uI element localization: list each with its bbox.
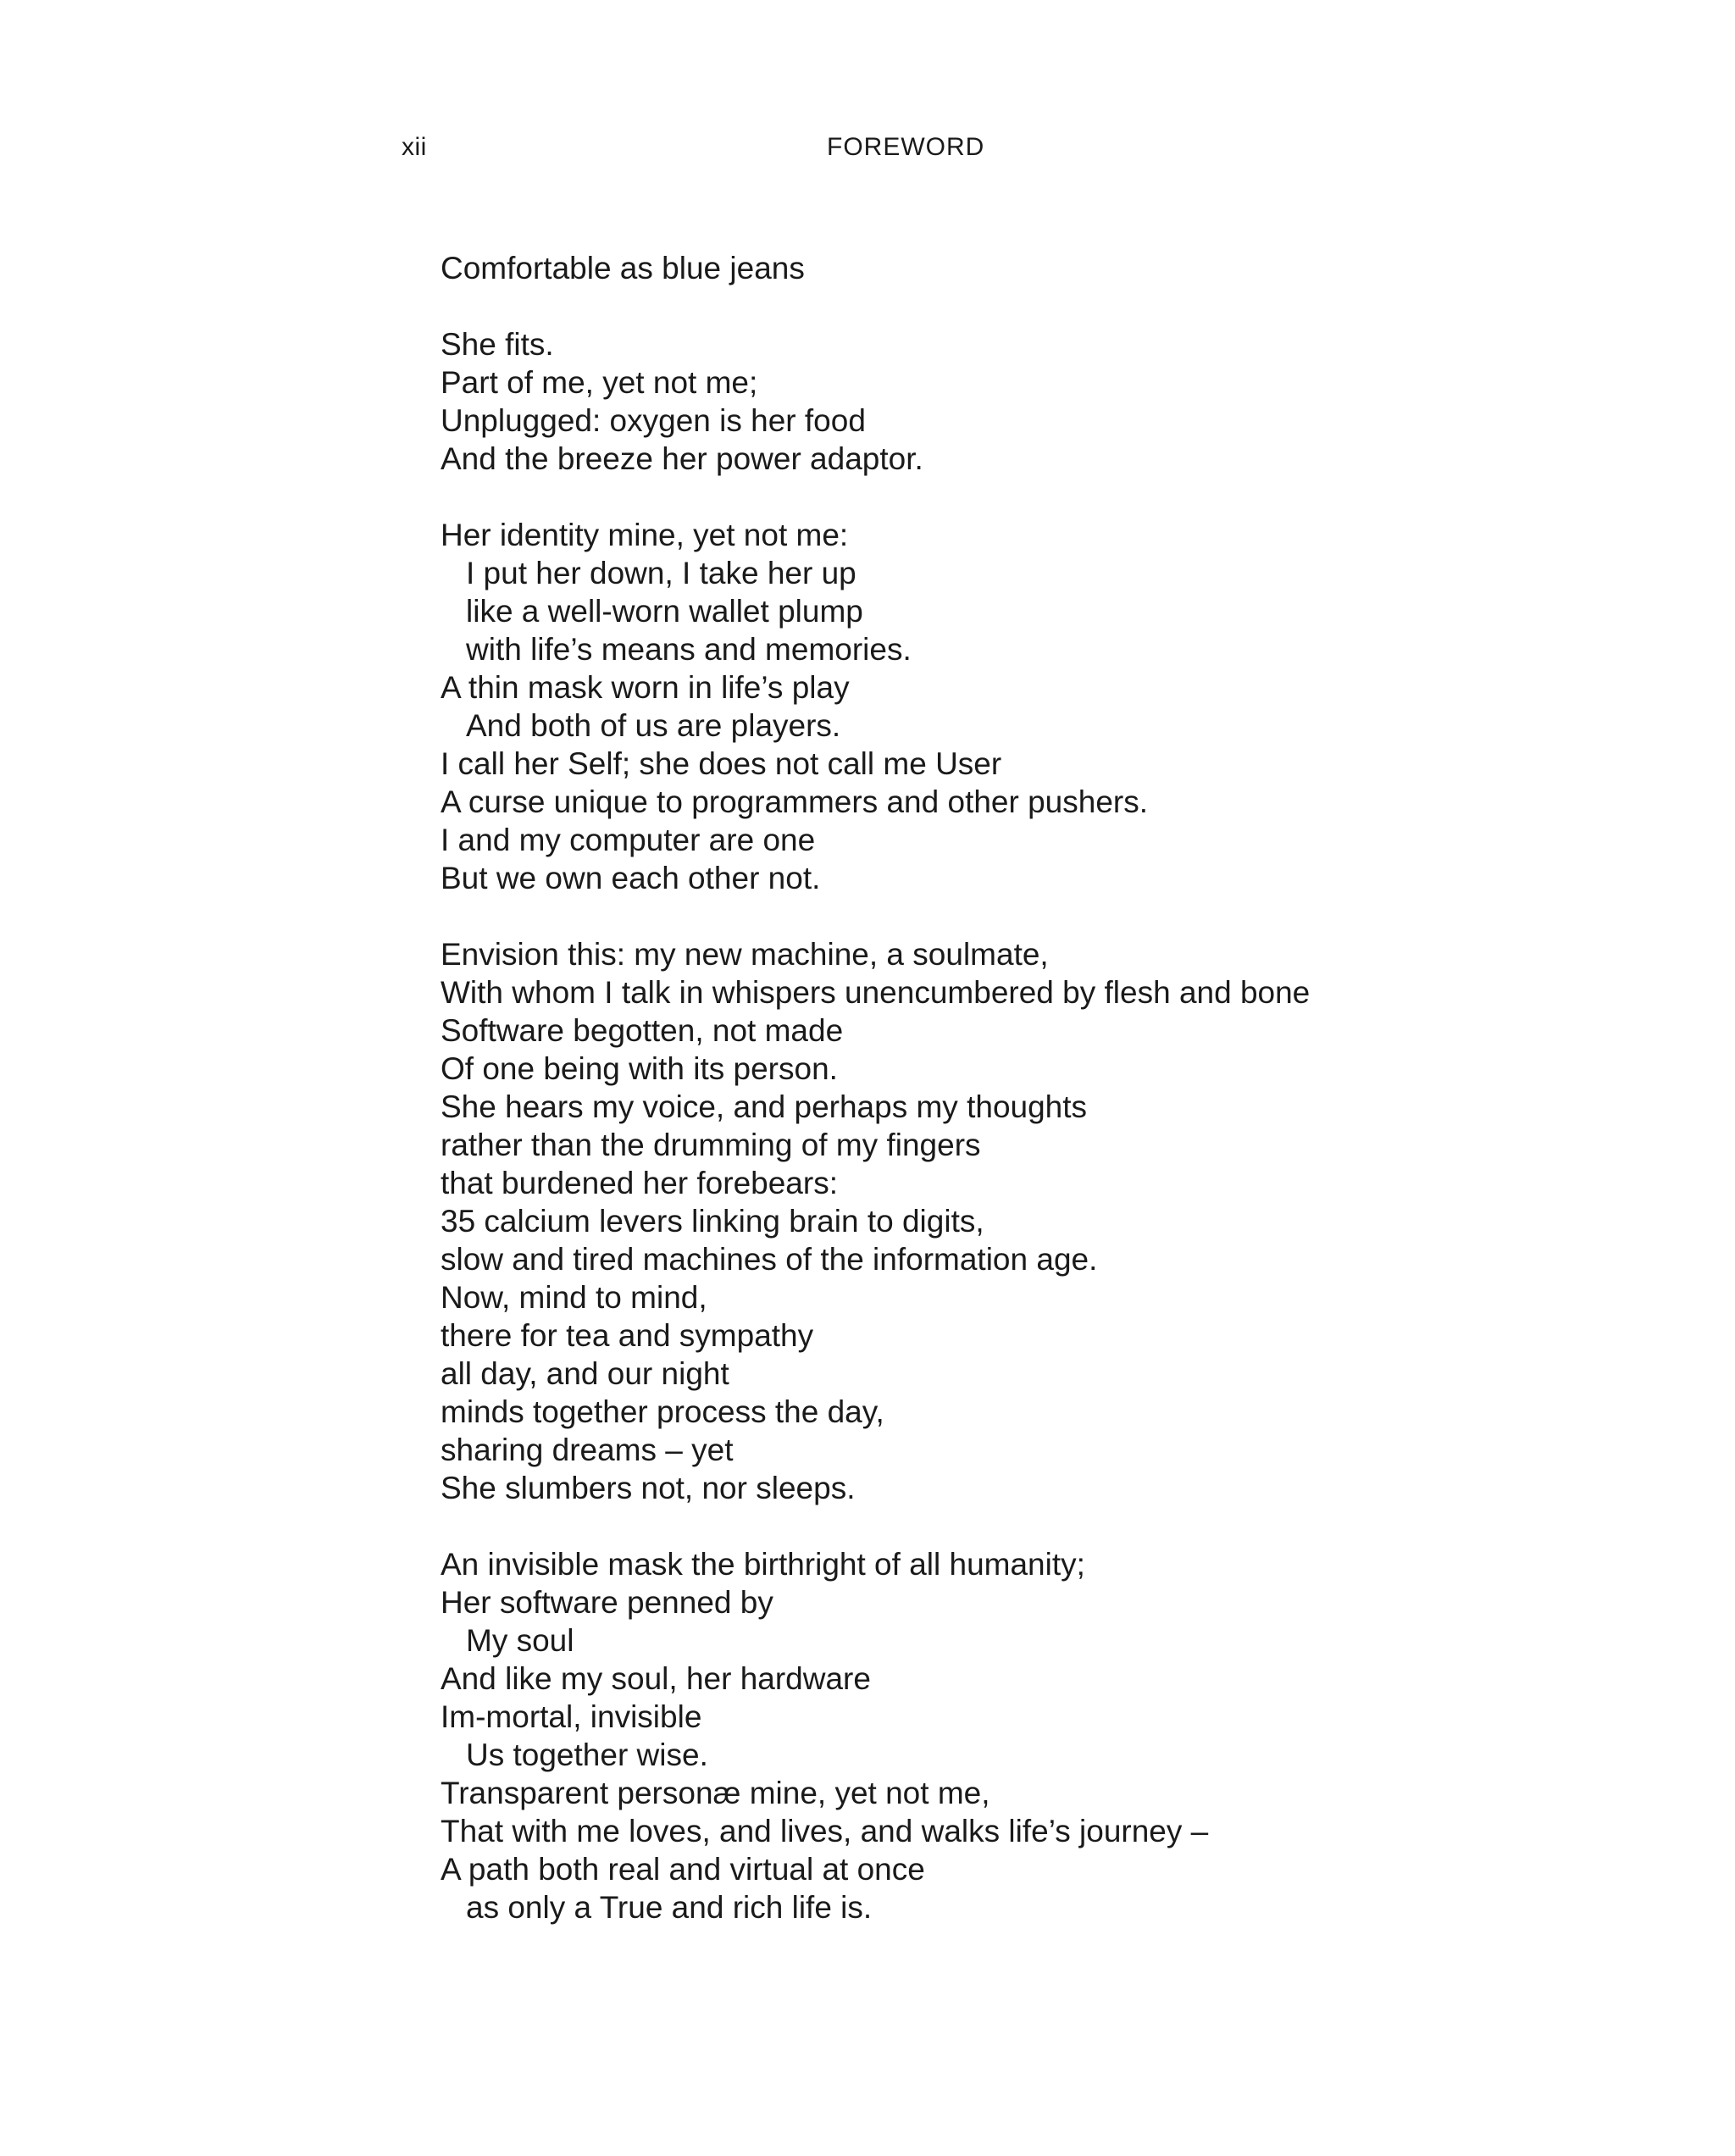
poem-line: Her identity mine, yet not me: (441, 518, 849, 552)
poem-line: rather than the drumming of my fingers (441, 1128, 981, 1162)
page-number: xii (402, 133, 427, 161)
poem-line: Unplugged: oxygen is her food (441, 403, 866, 438)
poem-line: She hears my voice, and perhaps my thoughts (441, 1089, 1088, 1124)
poem-line: as only a True and rich life is. (466, 1890, 873, 1925)
poem-line: with life’s means and memories. (466, 632, 912, 667)
poem-line: With whom I talk in whispers unencumbered by flesh and bone (441, 975, 1311, 1010)
poem-line: She fits. (441, 327, 554, 362)
poem-line: all day, and our night (441, 1356, 729, 1391)
poem-line: I call her Self; she does not call me User (441, 746, 1002, 781)
poem-line: Us together wise. (466, 1738, 708, 1772)
poem-line: slow and tired machines of the information age. (441, 1242, 1098, 1277)
poem-line: 35 calcium levers linking brain to digits, (441, 1204, 984, 1239)
poem-line: I put her down, I take her up (466, 556, 856, 590)
poem-line: A path both real and virtual at once (441, 1852, 925, 1887)
poem-line: A curse unique to programmers and other pushers. (441, 784, 1149, 819)
poem-line: She slumbers not, nor sleeps. (441, 1471, 856, 1505)
poem-line: Her software penned by (441, 1585, 773, 1620)
poem-line: And the breeze her power adaptor. (441, 441, 923, 476)
poem-line: And like my soul, her hardware (441, 1661, 871, 1696)
poem-line: Software begotten, not made (441, 1013, 844, 1048)
poem-line: like a well-worn wallet plump (466, 594, 863, 629)
poem-line: sharing dreams – yet (441, 1433, 734, 1467)
poem-line: That with me loves, and lives, and walks life’s journey – (441, 1814, 1209, 1848)
poem-stanza (441, 935, 1669, 1507)
poem-line: Of one being with its person. (441, 1051, 838, 1086)
poem-line: Comfortable as blue jeans (441, 251, 805, 285)
poem-line: A thin mask worn in life’s play (441, 670, 850, 705)
running-head: FOREWORD (827, 133, 985, 161)
poem-line: But we own each other not. (441, 861, 821, 895)
poem-line: An invisible mask the birthright of all humanity; (441, 1547, 1085, 1582)
poem-line: there for tea and sympathy (441, 1318, 814, 1353)
poem-line: Im-mortal, invisible (441, 1699, 702, 1734)
poem-stanza (441, 249, 1669, 287)
poem-line: Transparent personæ mine, yet not me, (441, 1776, 990, 1810)
poem-line: that burdened her forebears: (441, 1166, 838, 1200)
poem-stanza (441, 516, 1669, 897)
poem-stanza (441, 1545, 1669, 1926)
poem-line: minds together process the day, (441, 1394, 884, 1429)
poem-line: Envision this: my new machine, a soulmate, (441, 937, 1049, 972)
poem-stanza (441, 325, 1669, 478)
poem (441, 249, 1669, 1965)
poem-line: And both of us are players. (466, 708, 841, 743)
poem-line: Now, mind to mind, (441, 1280, 707, 1315)
poem-line: Part of me, yet not me; (441, 365, 758, 400)
poem-line: My soul (466, 1623, 574, 1658)
poem-line: I and my computer are one (441, 823, 816, 857)
